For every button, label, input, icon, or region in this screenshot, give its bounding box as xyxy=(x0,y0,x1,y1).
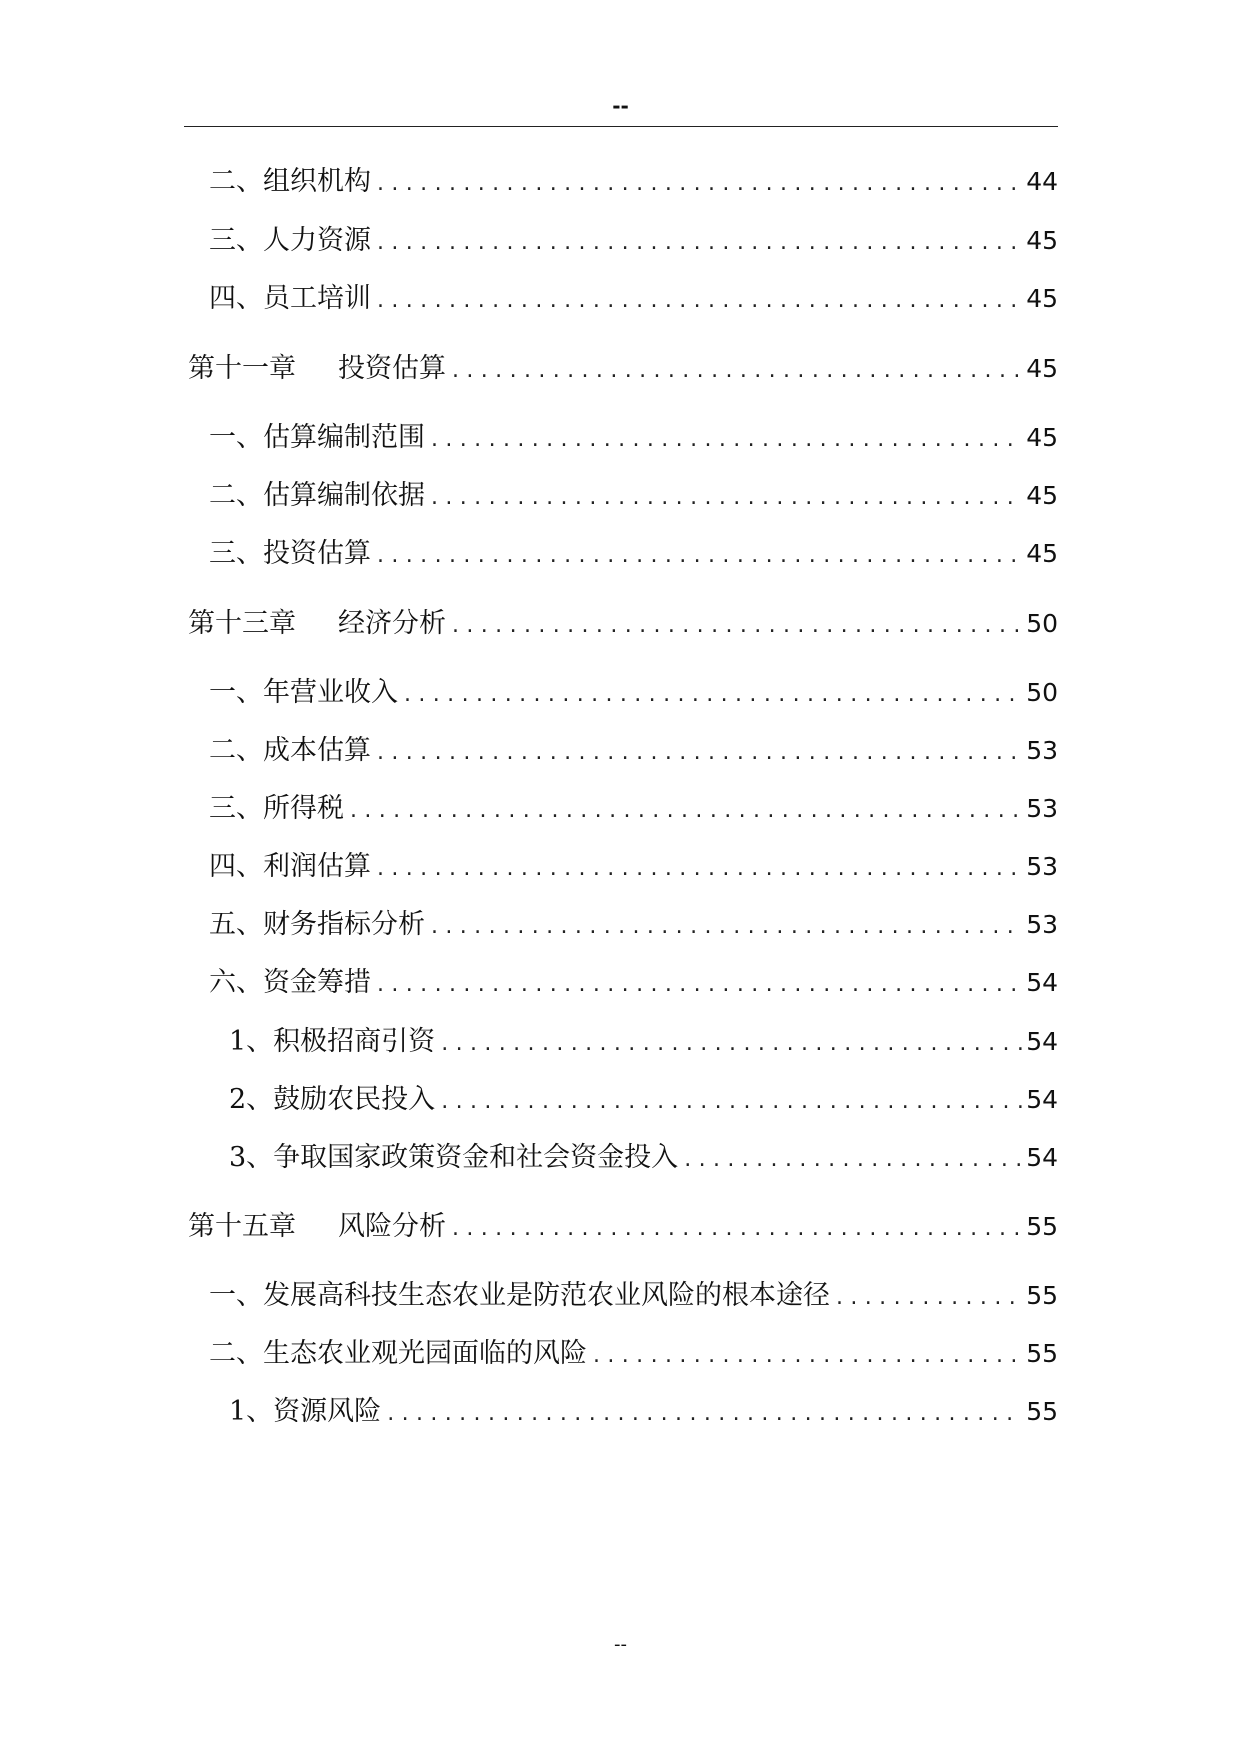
toc-entry-label: 3、争取国家政策资金和社会资金投入 xyxy=(229,1142,679,1173)
toc-chapter-label xyxy=(188,1207,446,1247)
dot-leader xyxy=(431,907,1022,947)
toc-entry-label: 二、组织机构 xyxy=(209,166,371,197)
toc-chapter-label xyxy=(188,604,446,644)
toc-page-number: 53 xyxy=(1026,852,1058,881)
dot-leader xyxy=(377,281,1022,321)
toc-entry[interactable] xyxy=(0,418,1058,458)
toc-page-number: 53 xyxy=(1026,736,1058,765)
toc-page-number: 45 xyxy=(1026,423,1058,452)
toc-entry[interactable] xyxy=(0,1080,1058,1120)
toc-entry[interactable] xyxy=(0,1022,1058,1062)
toc-page-number: 54 xyxy=(1026,1027,1058,1056)
toc-page-number: 55 xyxy=(1026,1212,1058,1241)
toc-chapter-entry[interactable] xyxy=(0,349,1058,389)
dot-leader xyxy=(377,164,1022,204)
chapter-number: 第十三章 xyxy=(188,608,296,639)
toc-page-number: 45 xyxy=(1026,284,1058,313)
dot-leader xyxy=(377,849,1022,889)
dot-leader xyxy=(350,791,1022,831)
toc-entry-label: 二、成本估算 xyxy=(209,735,371,766)
toc-chapter-entry[interactable] xyxy=(0,1207,1058,1247)
dot-leader xyxy=(452,1209,1022,1249)
dot-leader xyxy=(836,1278,1022,1318)
toc-page-number: 50 xyxy=(1026,609,1058,638)
dot-leader xyxy=(377,965,1022,1005)
toc-entry-label: 六、资金筹措 xyxy=(209,967,371,998)
toc-entry-label: 一、估算编制范围 xyxy=(209,422,425,453)
dot-leader xyxy=(387,1394,1022,1434)
toc-entry[interactable] xyxy=(0,847,1058,887)
toc-entry[interactable] xyxy=(0,1334,1058,1374)
toc-page-number: 44 xyxy=(1026,167,1058,196)
toc-entry[interactable] xyxy=(0,905,1058,945)
toc-entry[interactable] xyxy=(0,534,1058,574)
toc-entry-label: 一、年营业收入 xyxy=(209,677,398,708)
toc-entry-label: 三、投资估算 xyxy=(209,538,371,569)
chapter-number: 第十一章 xyxy=(188,353,296,384)
toc-entry-label: 四、员工培训 xyxy=(209,283,371,314)
chapter-title: 投资估算 xyxy=(338,353,446,384)
toc-page-number: 45 xyxy=(1026,481,1058,510)
toc-entry-label: 二、生态农业观光园面临的风险 xyxy=(209,1338,587,1369)
toc-entry-label: 1、积极招商引资 xyxy=(229,1026,436,1057)
toc-entry-label: 三、人力资源 xyxy=(209,225,371,256)
toc-page-number: 45 xyxy=(1026,226,1058,255)
dot-leader xyxy=(452,351,1022,391)
toc-entry-label: 一、发展高科技生态农业是防范农业风险的根本途径 xyxy=(209,1280,830,1311)
toc-entry[interactable] xyxy=(0,673,1058,713)
toc-entry[interactable] xyxy=(0,1392,1058,1432)
toc-entry[interactable] xyxy=(0,789,1058,829)
toc-entry[interactable] xyxy=(0,731,1058,771)
toc-entry-label: 三、所得税 xyxy=(209,793,344,824)
dot-leader xyxy=(452,606,1022,646)
toc-chapter-entry[interactable] xyxy=(0,604,1058,644)
toc-page-number: 45 xyxy=(1026,539,1058,568)
toc-entry-label: 二、估算编制依据 xyxy=(209,480,425,511)
dot-leader xyxy=(684,1140,1022,1180)
toc-entry[interactable] xyxy=(0,221,1058,261)
toc-entry-label: 四、利润估算 xyxy=(209,851,371,882)
dot-leader xyxy=(441,1024,1022,1064)
dot-leader xyxy=(377,223,1022,263)
toc-page-number: 55 xyxy=(1026,1397,1058,1426)
toc-page-number: 53 xyxy=(1026,794,1058,823)
dot-leader xyxy=(431,478,1022,518)
toc-entry[interactable] xyxy=(0,162,1058,202)
toc-page-number: 50 xyxy=(1026,678,1058,707)
toc-page-number: 54 xyxy=(1026,1085,1058,1114)
page-footer-mark: -- xyxy=(614,1634,627,1655)
dot-leader xyxy=(593,1336,1022,1376)
toc-page-number: 54 xyxy=(1026,1143,1058,1172)
dot-leader xyxy=(441,1082,1022,1122)
toc-entry-label: 1、资源风险 xyxy=(229,1396,382,1427)
toc-entry-label: 五、财务指标分析 xyxy=(209,909,425,940)
toc-page-number: 45 xyxy=(1026,354,1058,383)
dot-leader xyxy=(377,536,1022,576)
toc-page-number: 55 xyxy=(1026,1339,1058,1368)
toc-page-number: 53 xyxy=(1026,910,1058,939)
toc-chapter-label xyxy=(188,349,446,389)
dot-leader xyxy=(431,420,1022,460)
dot-leader xyxy=(404,675,1022,715)
dot-leader xyxy=(377,733,1022,773)
page-header-mark: -- xyxy=(612,94,629,118)
toc-entry[interactable] xyxy=(0,963,1058,1003)
toc-page-number: 54 xyxy=(1026,968,1058,997)
chapter-number: 第十五章 xyxy=(188,1211,296,1242)
toc-entry[interactable] xyxy=(0,279,1058,319)
chapter-title: 风险分析 xyxy=(338,1211,446,1242)
toc-entry[interactable] xyxy=(0,1138,1058,1178)
toc-entry[interactable] xyxy=(0,476,1058,516)
toc-entry[interactable] xyxy=(0,1276,1058,1316)
toc-page-number: 55 xyxy=(1026,1281,1058,1310)
chapter-title: 经济分析 xyxy=(338,608,446,639)
toc-entry-label: 2、鼓励农民投入 xyxy=(229,1084,436,1115)
